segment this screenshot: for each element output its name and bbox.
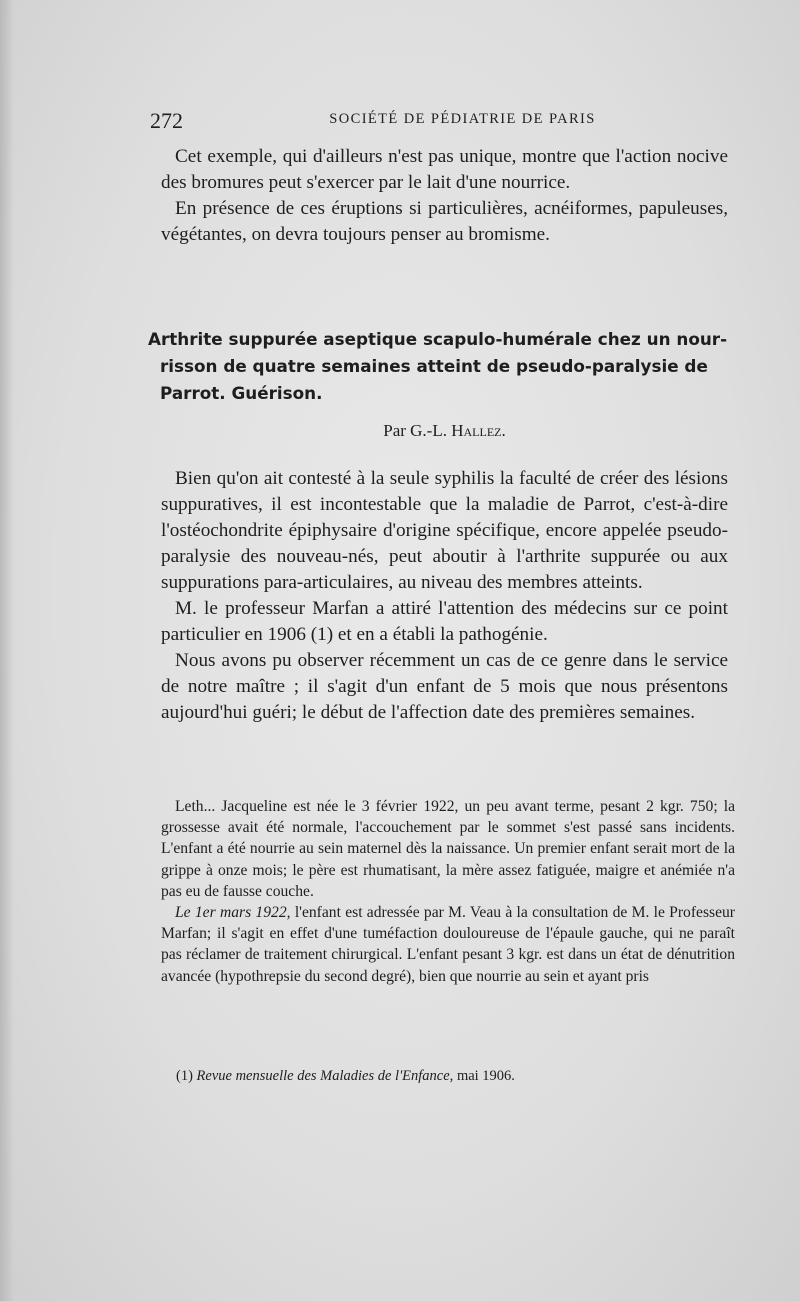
footnote-marker: (1) <box>176 1068 193 1084</box>
body-paragraph-1: Bien qu'on ait contesté à la seule syphilis la faculté de créer des lésions suppuratives, il est incontestable que la maladie de Parrot, c'est-à-dire l'ostéochondrite épiphysaire d'origine spécifique, encore appelée pseudo-paralysie des nouveau-nés, peut aboutir à l'arthrite suppurée ou aux suppurations para-articulaires, au niveau des membres atteints. <box>161 468 728 593</box>
case-paragraph-2-text: l'enfant est adressée par M. Veau à la consultation de M. le Professeur Marfan; il s'agit en effet d'une tuméfaction douloureuse de l'épaule gauche, qui ne paraît pas réclamer de traitement chirurgical. L'enfant pesant 3 kgr. est dans un état de dénutrition avancée (hypothrepsie du second degré), bien que nourrie au sein et ayant pris <box>161 904 736 985</box>
case-report <box>161 796 735 987</box>
article-author <box>161 421 728 441</box>
intro-text <box>161 144 728 248</box>
case-date: Le 1er mars 1922, <box>175 904 291 922</box>
page-edge-shadow <box>0 0 14 1301</box>
footnote-date: mai 1906. <box>456 1068 515 1084</box>
case-paragraph-1: Leth... Jacqueline est née le 3 février 1922, un peu avant terme, pesant 2 kgr. 750; la grossesse avait été normale, l'accouchement par le sommet s'est passé sans incidents. L'enfant a été nourrie au sein maternel dès la naissance. Un premier enfant serait mort de la grippe à onze mois; le père est rhumatisant, la mère assez fatiguée, maigre et anémiée n'a pas eu de fausse couche. <box>161 798 735 900</box>
body-paragraph-3: Nous avons pu observer récemment un cas de ce genre dans le service de notre maître ; il s'agit d'un enfant de 5 mois que nous présentons aujourd'hui guéri; le début de l'affection date des premières semaines. <box>161 650 728 723</box>
article-title-line-1: Arthrite suppurée aseptique scapulo-humérale chez un nour- <box>148 329 728 349</box>
journal-title: SOCIÉTÉ DE PÉDIATRIE DE PARIS <box>329 111 596 127</box>
footnote-source: Revue mensuelle des Maladies de l'Enfance, <box>196 1068 454 1084</box>
author-name: G.-L. Hallez. <box>410 421 506 440</box>
footnote <box>176 1068 515 1085</box>
intro-paragraph-1: Cet exemple, qui d'ailleurs n'est pas unique, montre que l'action nocive des bromures peut s'exercer par le lait d'une nourrice. <box>161 146 728 193</box>
body-text <box>161 466 728 726</box>
article-title <box>148 326 730 407</box>
article-title-line-3: Parrot. Guérison. <box>160 383 323 403</box>
article-title-line-2: risson de quatre semaines atteint de pseudo-paralysie de <box>160 356 708 376</box>
author-prefix: Par <box>383 421 406 440</box>
case-paragraph-2 <box>161 902 735 987</box>
running-head <box>150 108 735 134</box>
page-number: 272 <box>150 108 183 133</box>
body-paragraph-2: M. le professeur Marfan a attiré l'attention des médecins sur ce point particulier en 1906 (1) et en a établi la pathogénie. <box>161 598 728 645</box>
intro-paragraph-2: En présence de ces éruptions si particulières, acnéiformes, papuleuses, végétantes, on devra toujours penser au bromisme. <box>161 198 728 245</box>
